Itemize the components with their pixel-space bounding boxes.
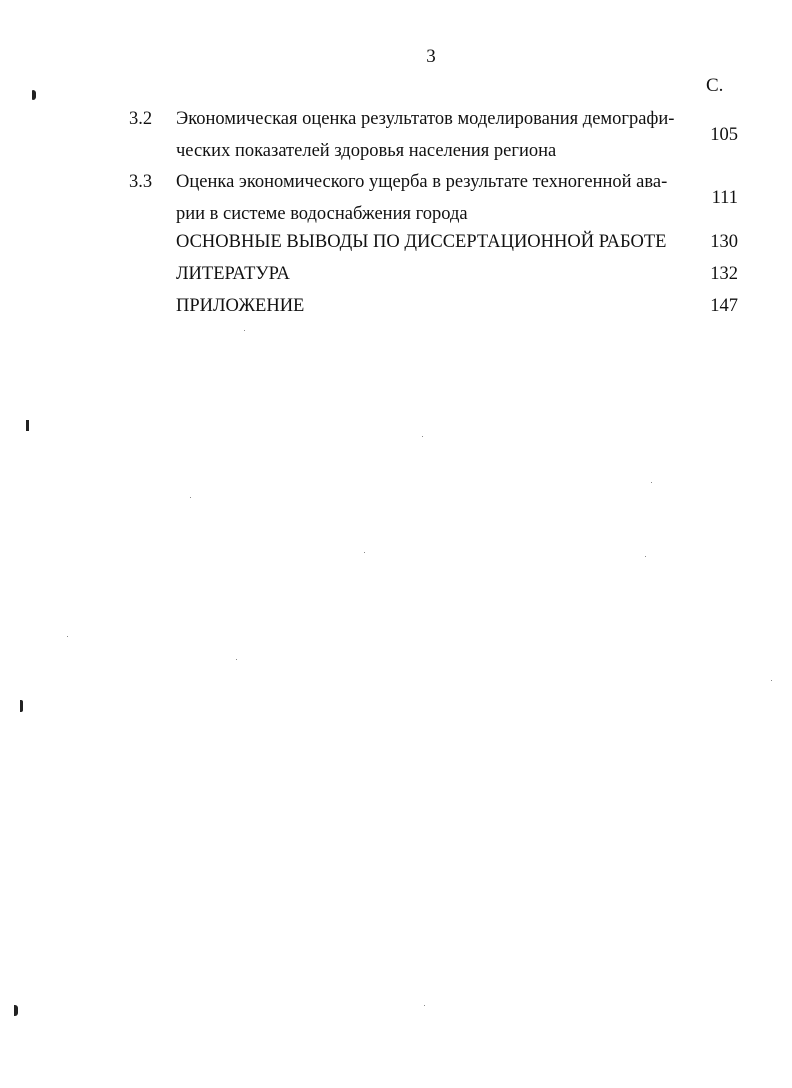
toc-entry-title	[176, 290, 686, 322]
scan-mark	[32, 90, 36, 100]
scan-noise	[422, 436, 423, 437]
toc-entry-page: 147	[710, 296, 738, 316]
scan-noise	[771, 680, 772, 681]
toc-entry-title-line: Оценка экономического ущерба в результате техногенной ава-	[176, 172, 668, 192]
toc-entry-title-line: ческих показателей здоровья населения региона	[176, 141, 557, 161]
toc-entry-number: 3.3	[129, 172, 153, 192]
scan-noise	[236, 659, 237, 660]
toc-entry-title-line: ОСНОВНЫЕ ВЫВОДЫ ПО ДИССЕРТАЦИОННОЙ РАБОТЕ	[176, 232, 667, 252]
scan-mark	[14, 1005, 18, 1016]
scan-noise	[424, 1005, 425, 1006]
toc-entry-title	[176, 166, 686, 230]
scan-noise	[190, 497, 191, 498]
toc-entry-page: 130	[710, 232, 738, 252]
page-number: 3	[426, 46, 436, 67]
toc-entry-title-line: ЛИТЕРАТУРА	[176, 264, 290, 284]
toc-entry-page: 111	[711, 188, 738, 208]
scan-noise	[67, 636, 68, 637]
toc-entry-title-line: ПРИЛОЖЕНИЕ	[176, 296, 305, 316]
scan-noise	[645, 556, 646, 557]
toc-entry-title	[176, 226, 686, 258]
scan-mark	[20, 700, 23, 712]
toc-entry-title	[176, 258, 686, 290]
toc-entry-title-line: Экономическая оценка результатов моделирования демографи-	[176, 109, 675, 129]
toc-entry-number: 3.2	[129, 109, 153, 129]
toc-entry-page: 132	[710, 264, 738, 284]
scan-noise	[651, 482, 652, 483]
toc-entry-title-line: рии в системе водоснабжения города	[176, 204, 468, 224]
toc-entry-page: 105	[710, 125, 738, 145]
scan-noise	[244, 330, 245, 331]
page-column-label: С.	[706, 75, 724, 96]
toc-entry-title	[176, 103, 686, 167]
scan-noise	[364, 552, 365, 553]
scan-mark	[26, 420, 29, 431]
